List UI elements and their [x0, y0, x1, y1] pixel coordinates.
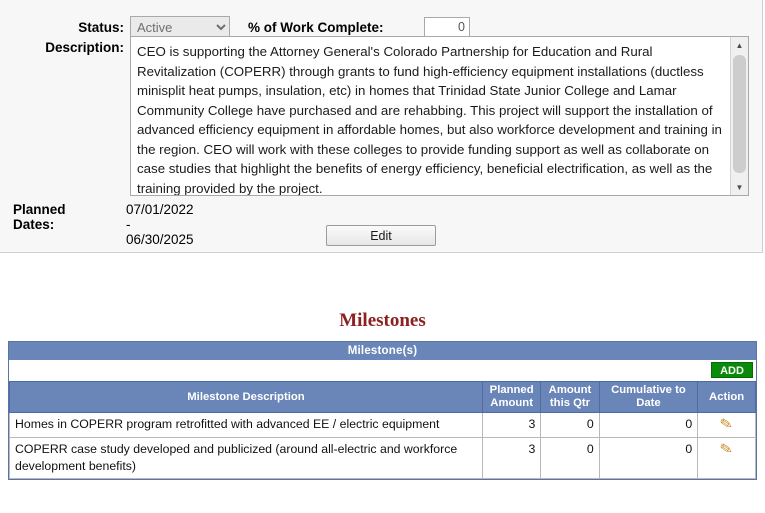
milestones-toolbar: [9, 360, 756, 381]
column-header-amount-this-qtr: Amount this Qtr: [541, 382, 599, 413]
cell-planned-amount: 3: [482, 413, 540, 438]
table-row: [10, 413, 756, 438]
description-text: CEO is supporting the Attorney General's Colorado Partnership for Education and Rural Revitalization (COPERR) through grants to fund high-efficiency equipment installations (ductless minisplit heat pumps, insulation, etc) in homes that Trinidad State Junior College and Lamar Community College have purchased and are rehabbing. This project will support the installation of advanced efficiency equipment in affordable homes, but also workforce development and training in the region. CEO will work with these colleges to provide funding support as well as collaborate on case studies that highlight the benefits of energy efficiency, beneficial electrification, as well as the training provided by the project.: [137, 44, 726, 195]
cell-description: COPERR case study developed and publicized (around all-electric and workforce development benefits): [10, 438, 483, 479]
cell-amount-this-qtr: 0: [541, 438, 599, 479]
cell-amount-this-qtr: 0: [541, 413, 599, 438]
cell-description: Homes in COPERR program retrofitted with advanced EE / electric equipment: [10, 413, 483, 438]
column-header-description: Milestone Description: [10, 382, 483, 413]
scroll-down-icon[interactable]: ▼: [731, 179, 748, 195]
cell-action: [698, 438, 756, 479]
edit-pencil-icon[interactable]: ✎: [718, 415, 735, 434]
status-row: [0, 8, 762, 34]
milestones-title: Milestones: [339, 310, 426, 331]
scroll-up-icon[interactable]: ▲: [731, 37, 748, 53]
column-header-cumulative-to-date: Cumulative to Date: [599, 382, 698, 413]
description-label: Description:: [45, 40, 124, 55]
cell-action: [698, 413, 756, 438]
edit-pencil-icon[interactable]: ✎: [718, 440, 735, 459]
percent-complete-input[interactable]: [424, 17, 470, 37]
description-scrollbar[interactable]: [730, 37, 748, 195]
milestones-section-header: Milestone(s): [9, 342, 756, 360]
cell-cumulative-to-date: 0: [599, 413, 698, 438]
cell-cumulative-to-date: 0: [599, 438, 698, 479]
project-details-panel: [0, 0, 763, 253]
scrollbar-thumb[interactable]: [733, 55, 746, 173]
milestones-table: [9, 381, 756, 479]
column-header-action: Action: [698, 382, 756, 413]
status-select[interactable]: [130, 16, 230, 38]
planned-dates-value: 07/01/2022 - 06/30/2025: [126, 202, 194, 247]
description-textarea[interactable]: [130, 36, 749, 196]
edit-button[interactable]: Edit: [326, 225, 436, 246]
table-header-row: [10, 382, 756, 413]
cell-planned-amount: 3: [482, 438, 540, 479]
percent-complete-label: % of Work Complete:: [248, 20, 384, 35]
column-header-planned-amount: Planned Amount: [482, 382, 540, 413]
add-milestone-button[interactable]: ADD: [711, 362, 753, 378]
milestones-section: [8, 341, 757, 480]
planned-dates-label: Planned Dates:: [13, 202, 66, 232]
status-label: Status:: [78, 20, 124, 35]
table-row: [10, 438, 756, 479]
